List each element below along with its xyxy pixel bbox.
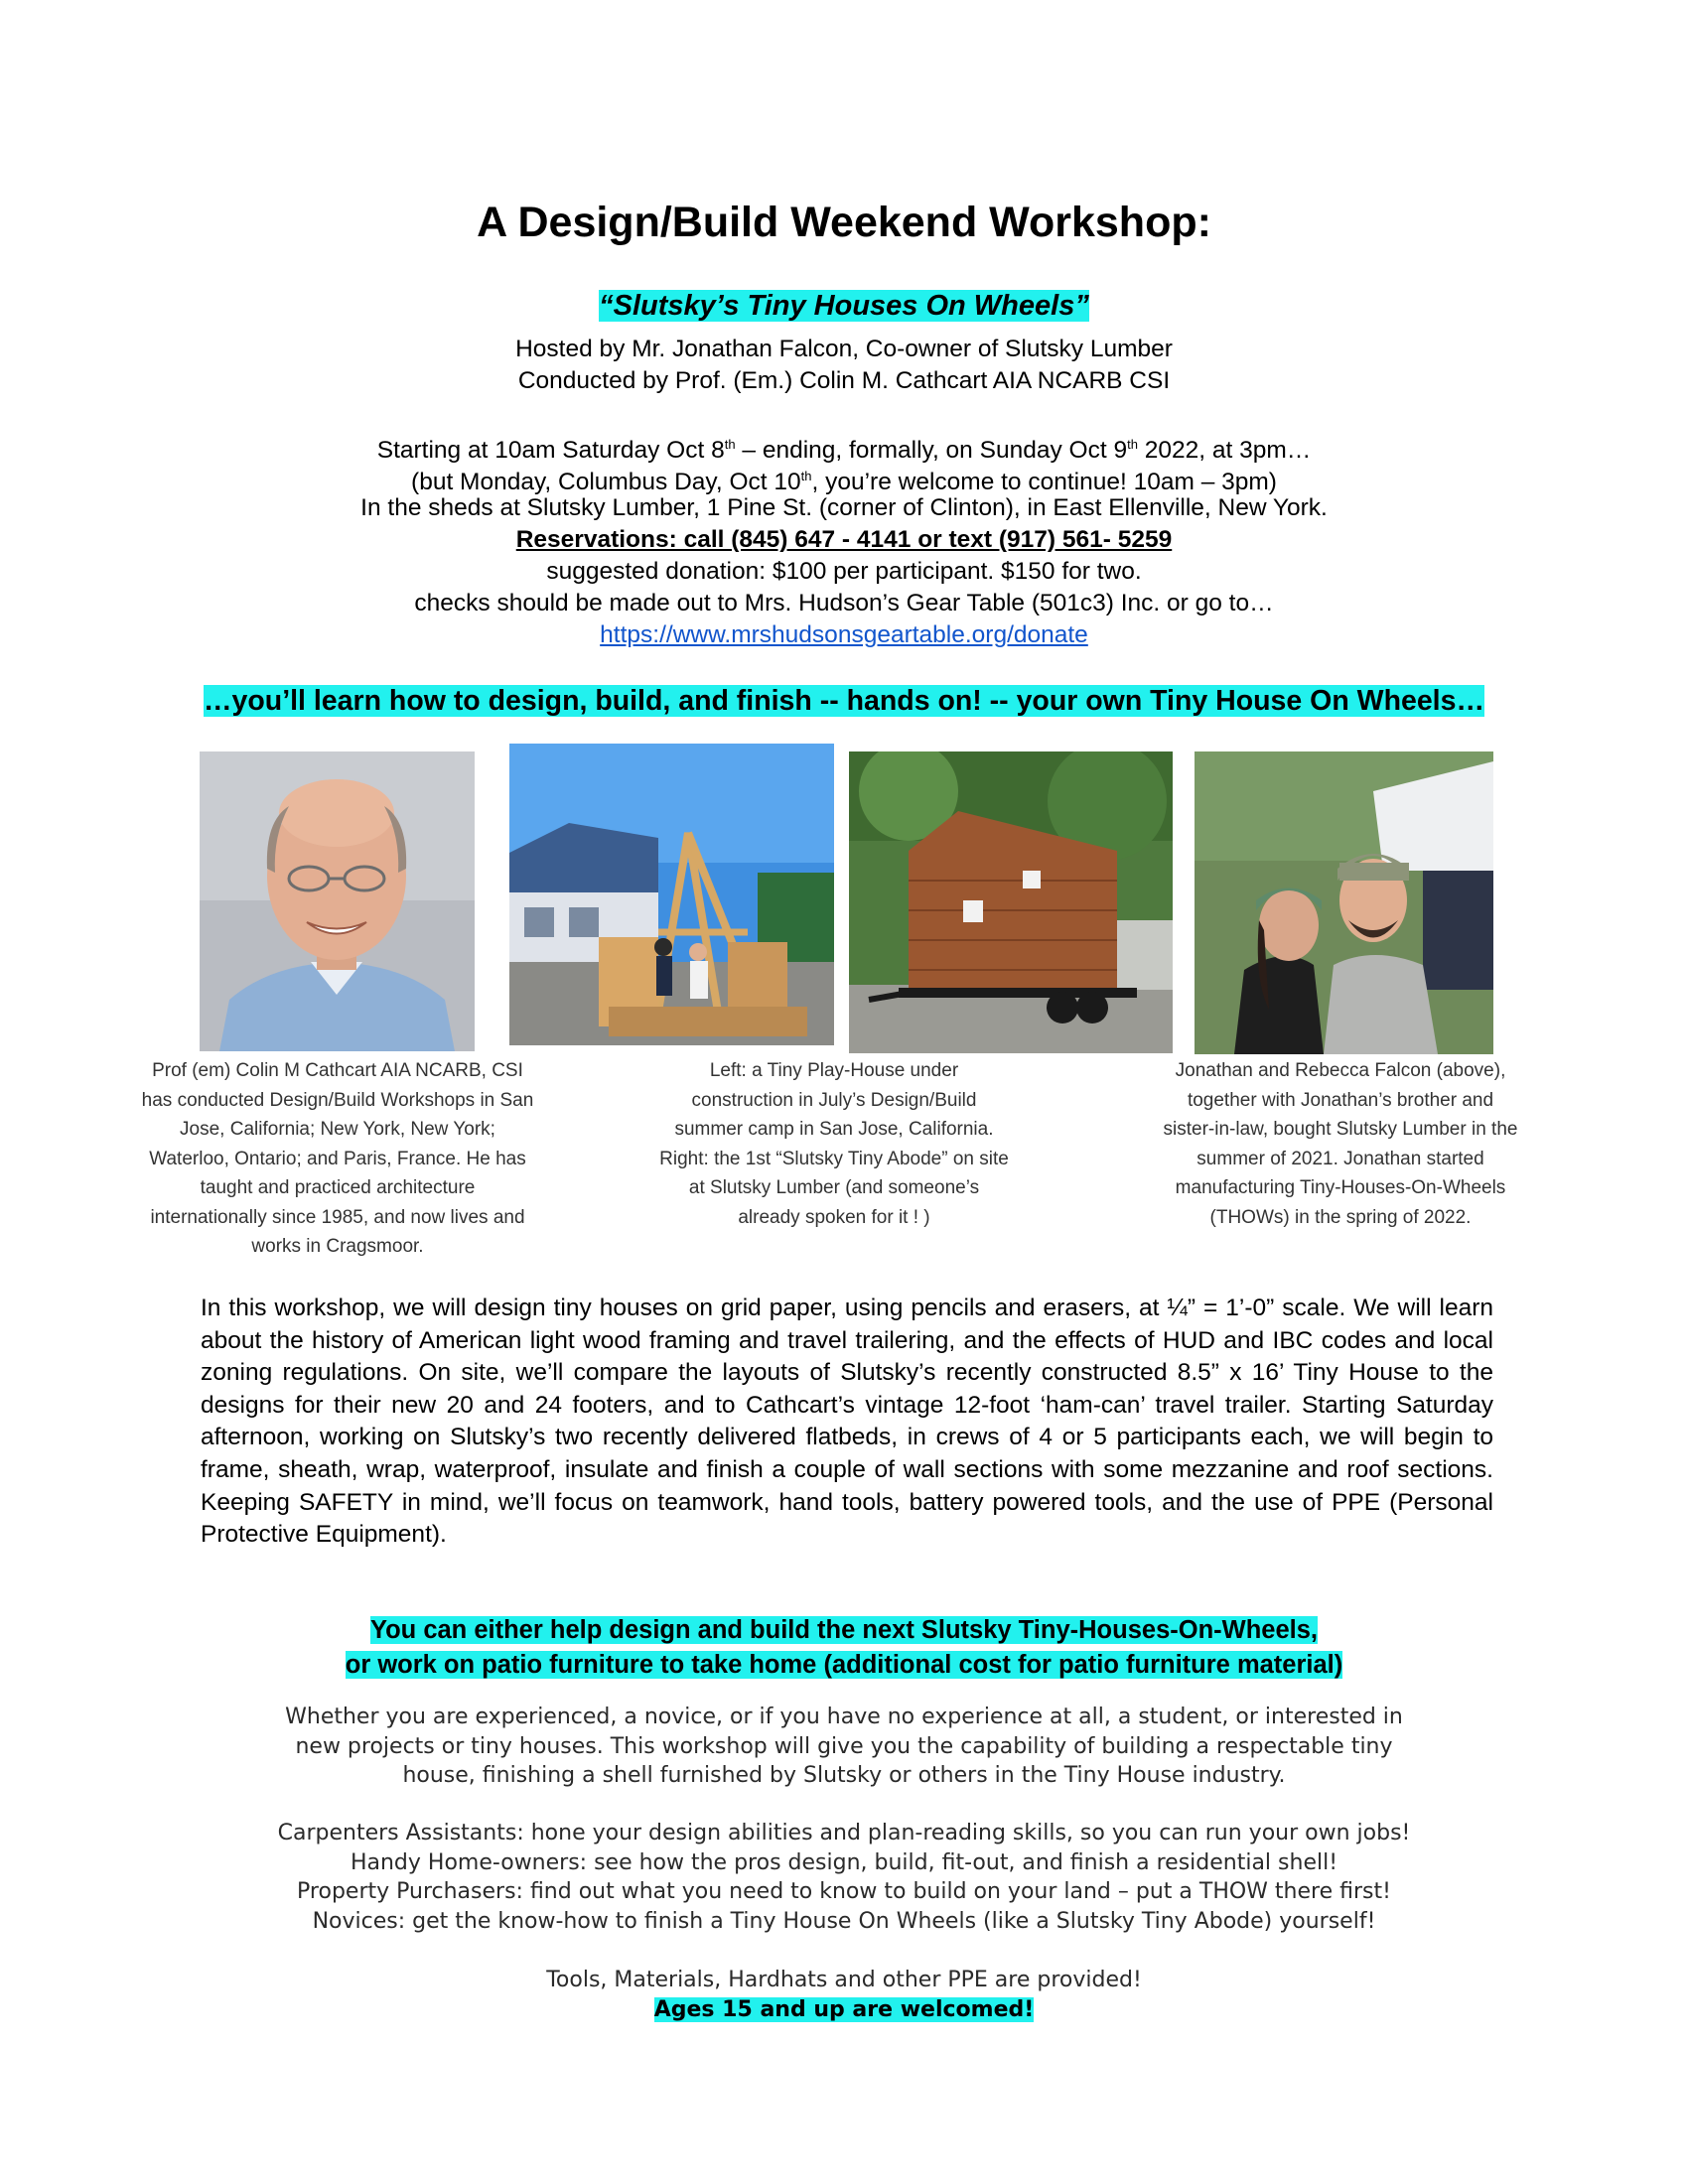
- subtitle-highlight: “Slutsky’s Tiny Houses On Wheels”: [599, 290, 1089, 322]
- workshop-description: In this workshop, we will design tiny houses on grid paper, using pencils and erasers, at ¼” = 1’-0” scale. We will learn about the history of American light wood framing and travel trailering, and the effects of HUD and IBC codes and local zoning regulations. On site, we’ll compare the layouts of Slutsky’s recently constructed 8.5” x 16’ Tiny House to the designs for their new 20 and 24 footers, and to Cathcart’s vintage 12-foot ‘ham-can’ travel trailer. Starting Saturday afternoon, working on Slutsky’s two recently delivered flatbeds, in crews of 4 or 5 participants each, we will begin to frame, sheath, wrap, waterproof, insulate and finish a couple of wall sections with some mezzanine and roof sections. Keeping SAFETY in mind, we’ll focus on teamwork, hand tools, battery powered tools, and the use of PPE (Personal Protective Equipment).: [201, 1295, 1493, 1549]
- donate-link[interactable]: https://www.mrshudsonsgeartable.org/donate: [600, 621, 1088, 648]
- tinyhouse-caption: [606, 1056, 1062, 1232]
- benefits-list: [0, 1819, 1688, 1936]
- location-line: In the sheds at Slutsky Lumber, 1 Pine St. (corner of Clinton), in East Ellenville, New York.: [360, 494, 1328, 521]
- falcons-illustration: [1195, 751, 1493, 1054]
- donate-link-line: [0, 619, 1688, 651]
- cathcart-caption: [89, 1056, 586, 1262]
- caption-line: internationally since 1985, and now lives and: [150, 1206, 525, 1228]
- ordinal-sup: th: [1127, 437, 1138, 452]
- caption-line: taught and practiced architecture: [200, 1177, 476, 1198]
- ages-line: [0, 1995, 1688, 2025]
- caption-line: Left: a Tiny Play-House under: [709, 1060, 959, 1081]
- caption-line: summer camp in San Jose, California.: [674, 1119, 994, 1140]
- page-title: A Design/Build Weekend Workshop:: [477, 199, 1211, 246]
- tiny-house-illustration: [849, 751, 1173, 1053]
- playhouse-illustration: [509, 744, 834, 1045]
- host-line: Hosted by Mr. Jonathan Falcon, Co-owner of Slutsky Lumber: [515, 336, 1173, 362]
- falcons-photo: [1195, 751, 1493, 1054]
- ordinal-sup: th: [724, 437, 736, 452]
- audience-line: house, finishing a shell furnished by Slutsky or others in the Tiny House industry.: [402, 1763, 1286, 1788]
- caption-line: Right: the 1st “Slutsky Tiny Abode” on site: [659, 1148, 1009, 1169]
- falcons-caption: [1092, 1056, 1589, 1232]
- schedule-end: – ending, formally, on Sunday Oct 9: [735, 437, 1128, 465]
- schedule-start: Starting at 10am Saturday Oct 8: [376, 437, 725, 465]
- donation-line: suggested donation: $100 per participant. $150 for two.: [546, 558, 1142, 585]
- reservations-text: Reservations: call (845) 647 - 4141 or text (917) 561- 5259: [515, 526, 1173, 553]
- caption-line: Jonathan and Rebecca Falcon (above),: [1175, 1060, 1506, 1081]
- conductor-line: Conducted by Prof. (Em.) Colin M. Cathcart AIA NCARB CSI: [517, 367, 1171, 394]
- caption-line: works in Cragsmoor.: [251, 1236, 424, 1257]
- benefit-line: Property Purchasers: find out what you need to know to build on your land – put a THOW there first!: [297, 1879, 1391, 1904]
- caption-line: summer of 2021. Jonathan started: [1196, 1148, 1484, 1169]
- ages-highlight: Ages 15 and up are welcomed!: [653, 1997, 1035, 2022]
- benefit-line: Handy Home-owners: see how the pros design, build, fit-out, and finish a residential shell!: [350, 1849, 1338, 1875]
- choice-line-highlight: or work on patio furniture to take home (additional cost for patio furniture material): [345, 1651, 1343, 1679]
- choice-line-highlight: You can either help design and build the next Slutsky Tiny-Houses-On-Wheels,: [369, 1616, 1319, 1644]
- choice-line: [0, 1613, 1688, 1648]
- caption-line: Jose, California; New York, New York;: [180, 1119, 495, 1140]
- monday-hours: , you’re welcome to continue! 10am – 3pm): [811, 469, 1277, 496]
- benefit-line: Novices: get the know-how to finish a Tiny House On Wheels (like a Slutsky Tiny Abode) yourself!: [312, 1908, 1376, 1934]
- cathcart-portrait-photo: [200, 751, 475, 1051]
- caption-line: Waterloo, Ontario; and Paris, France. He has: [149, 1148, 526, 1169]
- audience-line: new projects or tiny houses. This workshop will give you the capability of building a respectable tiny: [295, 1733, 1393, 1759]
- monday-text: (but Monday, Columbus Day, Oct 10: [411, 469, 801, 496]
- learn-banner-highlight: …you’ll learn how to design, build, and finish -- hands on! -- your own Tiny House On Wheels…: [204, 685, 1484, 717]
- schedule-year: 2022, at 3pm…: [1137, 437, 1312, 465]
- playhouse-construction-photo: [509, 744, 834, 1045]
- workshop-subtitle: [0, 290, 1688, 323]
- learn-banner: [0, 685, 1688, 718]
- caption-line: together with Jonathan’s brother and: [1187, 1089, 1494, 1111]
- caption-line: construction in July’s Design/Build: [691, 1089, 977, 1111]
- tiny-abode-photo: [849, 751, 1173, 1053]
- benefit-line: Carpenters Assistants: hone your design abilities and plan-reading skills, so you can run your own jobs!: [277, 1821, 1411, 1845]
- caption-line: Prof (em) Colin M Cathcart AIA NCARB, CSI: [152, 1060, 523, 1081]
- caption-line: at Slutsky Lumber (and someone’s: [688, 1177, 980, 1198]
- reservations-line: [0, 524, 1688, 556]
- caption-line: (THOWs) in the spring of 2022.: [1209, 1206, 1472, 1228]
- caption-line: sister-in-law, bought Slutsky Lumber in the: [1163, 1119, 1518, 1140]
- caption-line: already spoken for it ! ): [738, 1206, 930, 1228]
- ordinal-sup: th: [800, 469, 812, 483]
- choice-callout: [0, 1613, 1688, 1683]
- tools-line: Tools, Materials, Hardhats and other PPE are provided!: [546, 1968, 1142, 1992]
- audience-line: Whether you are experienced, a novice, or if you have no experience at all, a student, or interested in: [285, 1705, 1403, 1729]
- portrait-illustration: [200, 751, 475, 1051]
- audience-paragraph: [0, 1703, 1688, 1791]
- choice-line: [0, 1648, 1688, 1683]
- caption-line: manufacturing Tiny-Houses-On-Wheels: [1175, 1177, 1506, 1198]
- checks-line: checks should be made out to Mrs. Hudson’s Gear Table (501c3) Inc. or go to…: [414, 590, 1274, 616]
- caption-line: has conducted Design/Build Workshops in San: [141, 1089, 534, 1111]
